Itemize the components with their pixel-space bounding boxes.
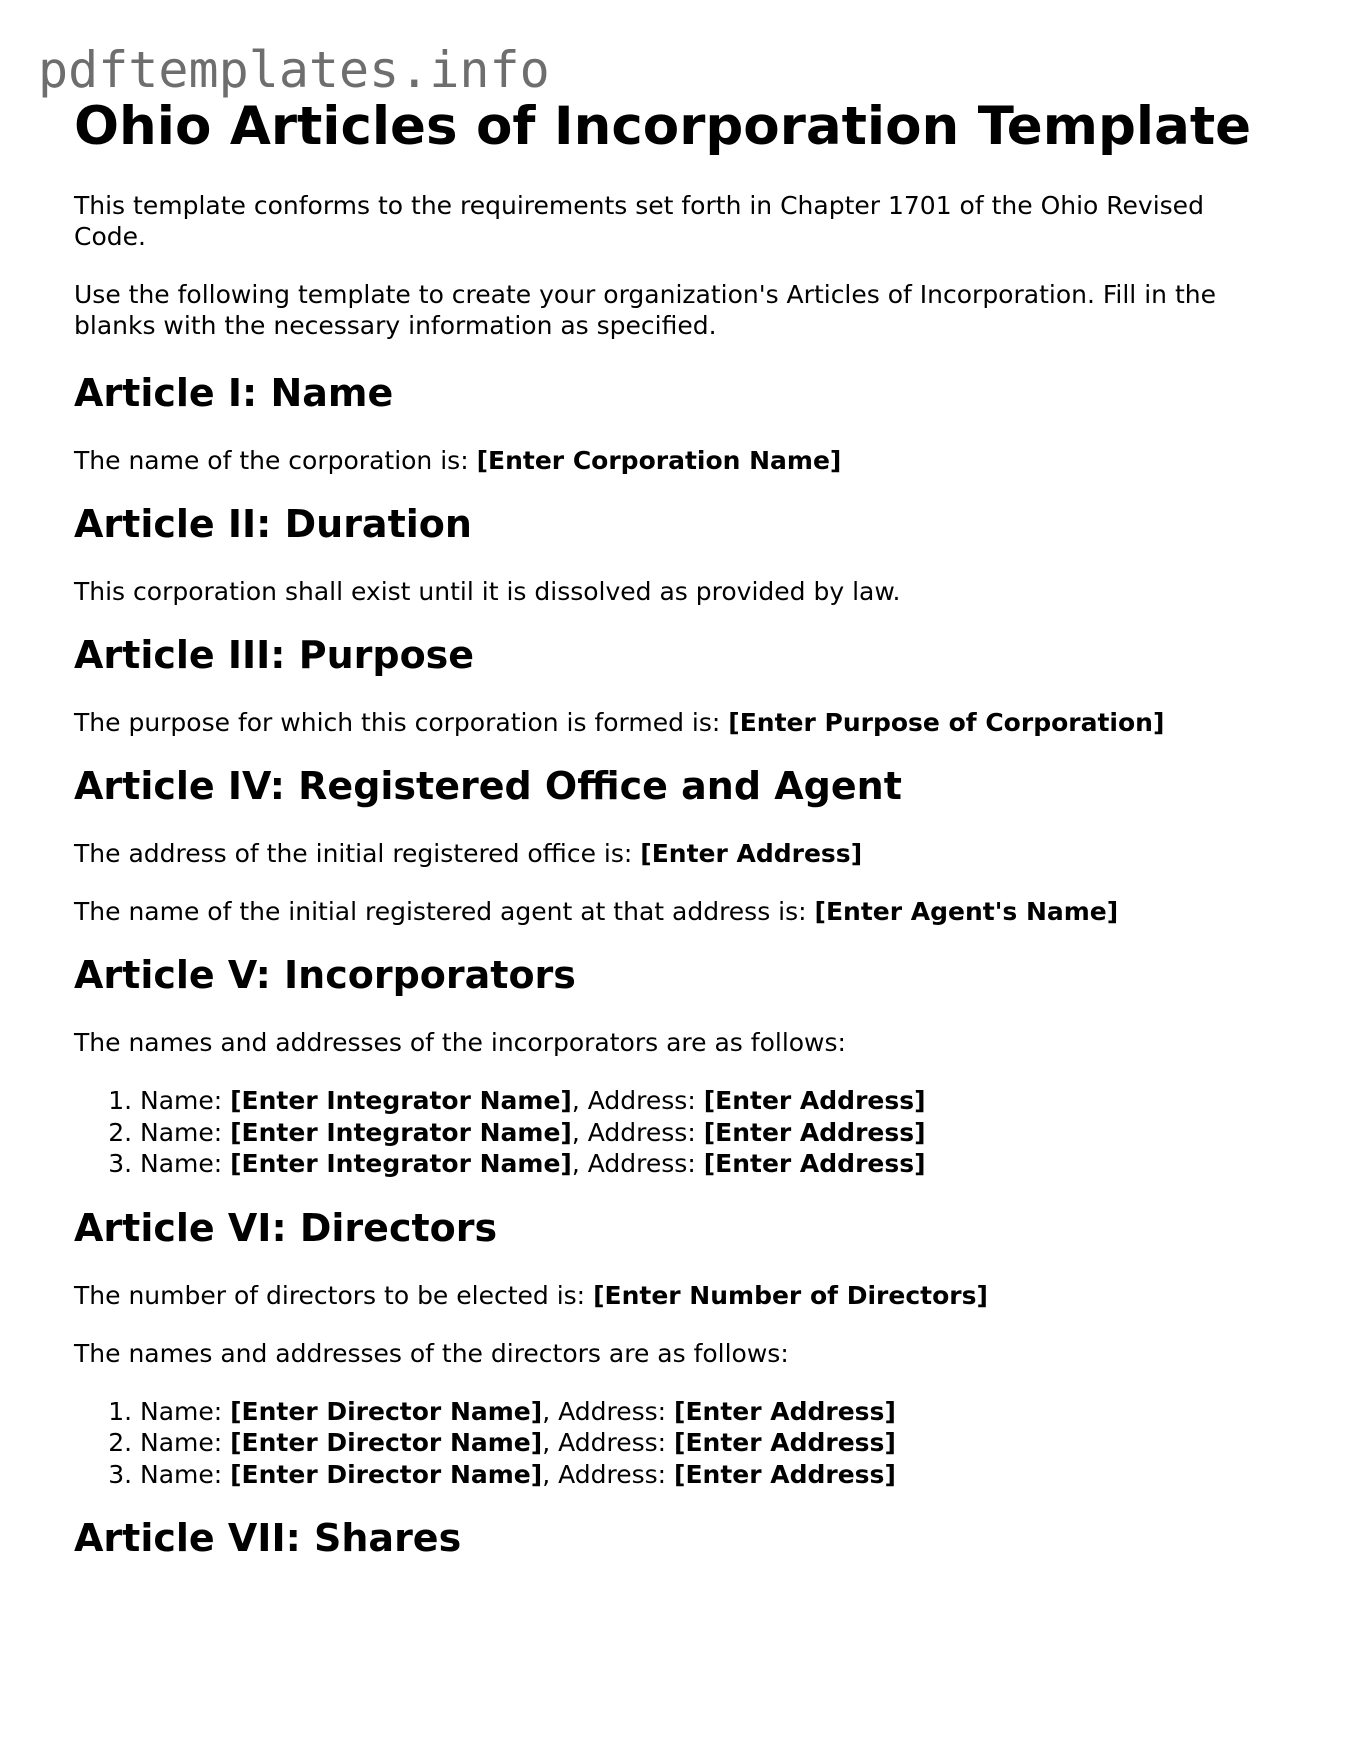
purpose-label: The purpose for which this corporation is formed is: [74, 708, 729, 737]
incorporator-address-field: [Enter Address] [703, 1149, 926, 1178]
directors-number-text [74, 1280, 1274, 1311]
directors-number-field: [Enter Number of Directors] [593, 1280, 988, 1310]
director-name-field: [Enter Director Name] [230, 1459, 543, 1489]
article-1-text [74, 445, 1274, 476]
document-page [74, 92, 1274, 1561]
directors-intro: The names and addresses of the directors are as follows: [74, 1338, 789, 1368]
director-address-field: [Enter Address] [674, 1428, 896, 1457]
incorporator-address-label: , Address: [571, 1117, 704, 1147]
directors-list [74, 1396, 1274, 1491]
director-name-field: [Enter Director Name] [230, 1396, 543, 1426]
list-item [140, 1117, 1274, 1149]
director-address-field: [Enter Address] [674, 1459, 896, 1489]
director-name-label: Name: [140, 1459, 231, 1489]
list-item [140, 1459, 1274, 1491]
article-2-text: This corporation shall exist until it is dissolved as provided by law. [74, 577, 901, 606]
incorporator-address-field: [Enter Address] [703, 1086, 926, 1115]
article-6-heading: Article VI: Directors [74, 1205, 498, 1250]
director-name-label: Name: [140, 1396, 231, 1426]
registered-office-text [74, 838, 1274, 869]
watermark-logo: pdftemplates.info [38, 41, 550, 99]
incorporator-address-label: , Address: [571, 1086, 704, 1115]
incorporator-address-label: , Address: [571, 1149, 704, 1178]
incorporator-address-field: [Enter Address] [703, 1117, 926, 1147]
registered-agent-label: The name of the initial registered agent at that address is: [74, 897, 815, 926]
incorporator-name-label: Name: [140, 1149, 231, 1178]
corporation-name-field: [Enter Corporation Name] [476, 446, 842, 475]
article-7-heading: Article VII: Shares [74, 1516, 462, 1560]
intro-paragraph: This template conforms to the requirements set forth in Chapter 1701 of the Ohio Revised Code. [74, 191, 1204, 251]
article-2-heading: Article II: Duration [74, 502, 472, 546]
director-name-label: Name: [140, 1428, 231, 1457]
registered-office-label: The address of the initial registered office is: [74, 839, 641, 868]
director-address-label: , Address: [542, 1428, 675, 1457]
incorporator-name-label: Name: [140, 1117, 231, 1147]
directors-number-label: The number of directors to be elected is: [74, 1280, 594, 1310]
registered-office-field: [Enter Address] [640, 839, 863, 868]
director-name-field: [Enter Director Name] [230, 1428, 543, 1457]
purpose-field: [Enter Purpose of Corporation] [728, 708, 1165, 737]
corporation-name-label: The name of the corporation is: [74, 446, 477, 475]
article-5-heading: Article V: Incorporators [74, 953, 576, 997]
article-4-heading: Article IV: Registered Office and Agent [74, 764, 902, 808]
director-address-field: [Enter Address] [674, 1396, 896, 1426]
list-item [140, 1396, 1274, 1428]
director-address-label: , Address: [542, 1396, 675, 1426]
list-item [140, 1085, 1274, 1117]
list-item [140, 1148, 1274, 1180]
registered-agent-field: [Enter Agent's Name] [814, 897, 1119, 926]
instructions-paragraph: Use the following template to create your organization's Articles of Incorporation. Fill in the blanks with the necessary information as specified. [74, 280, 1216, 340]
incorporator-name-field: [Enter Integrator Name] [230, 1149, 572, 1178]
article-3-heading: Article III: Purpose [74, 633, 475, 677]
list-item [140, 1427, 1274, 1459]
director-address-label: , Address: [542, 1459, 675, 1489]
page-title: Ohio Articles of Incorporation Template [74, 96, 1252, 157]
incorporator-name-label: Name: [140, 1086, 231, 1115]
article-3-text [74, 707, 1274, 738]
incorporators-intro: The names and addresses of the incorporators are as follows: [74, 1028, 846, 1057]
incorporator-name-field: [Enter Integrator Name] [230, 1117, 572, 1147]
registered-agent-text [74, 896, 1274, 927]
incorporator-name-field: [Enter Integrator Name] [230, 1086, 572, 1115]
article-1-heading: Article I: Name [74, 371, 394, 415]
incorporators-list [74, 1085, 1274, 1180]
